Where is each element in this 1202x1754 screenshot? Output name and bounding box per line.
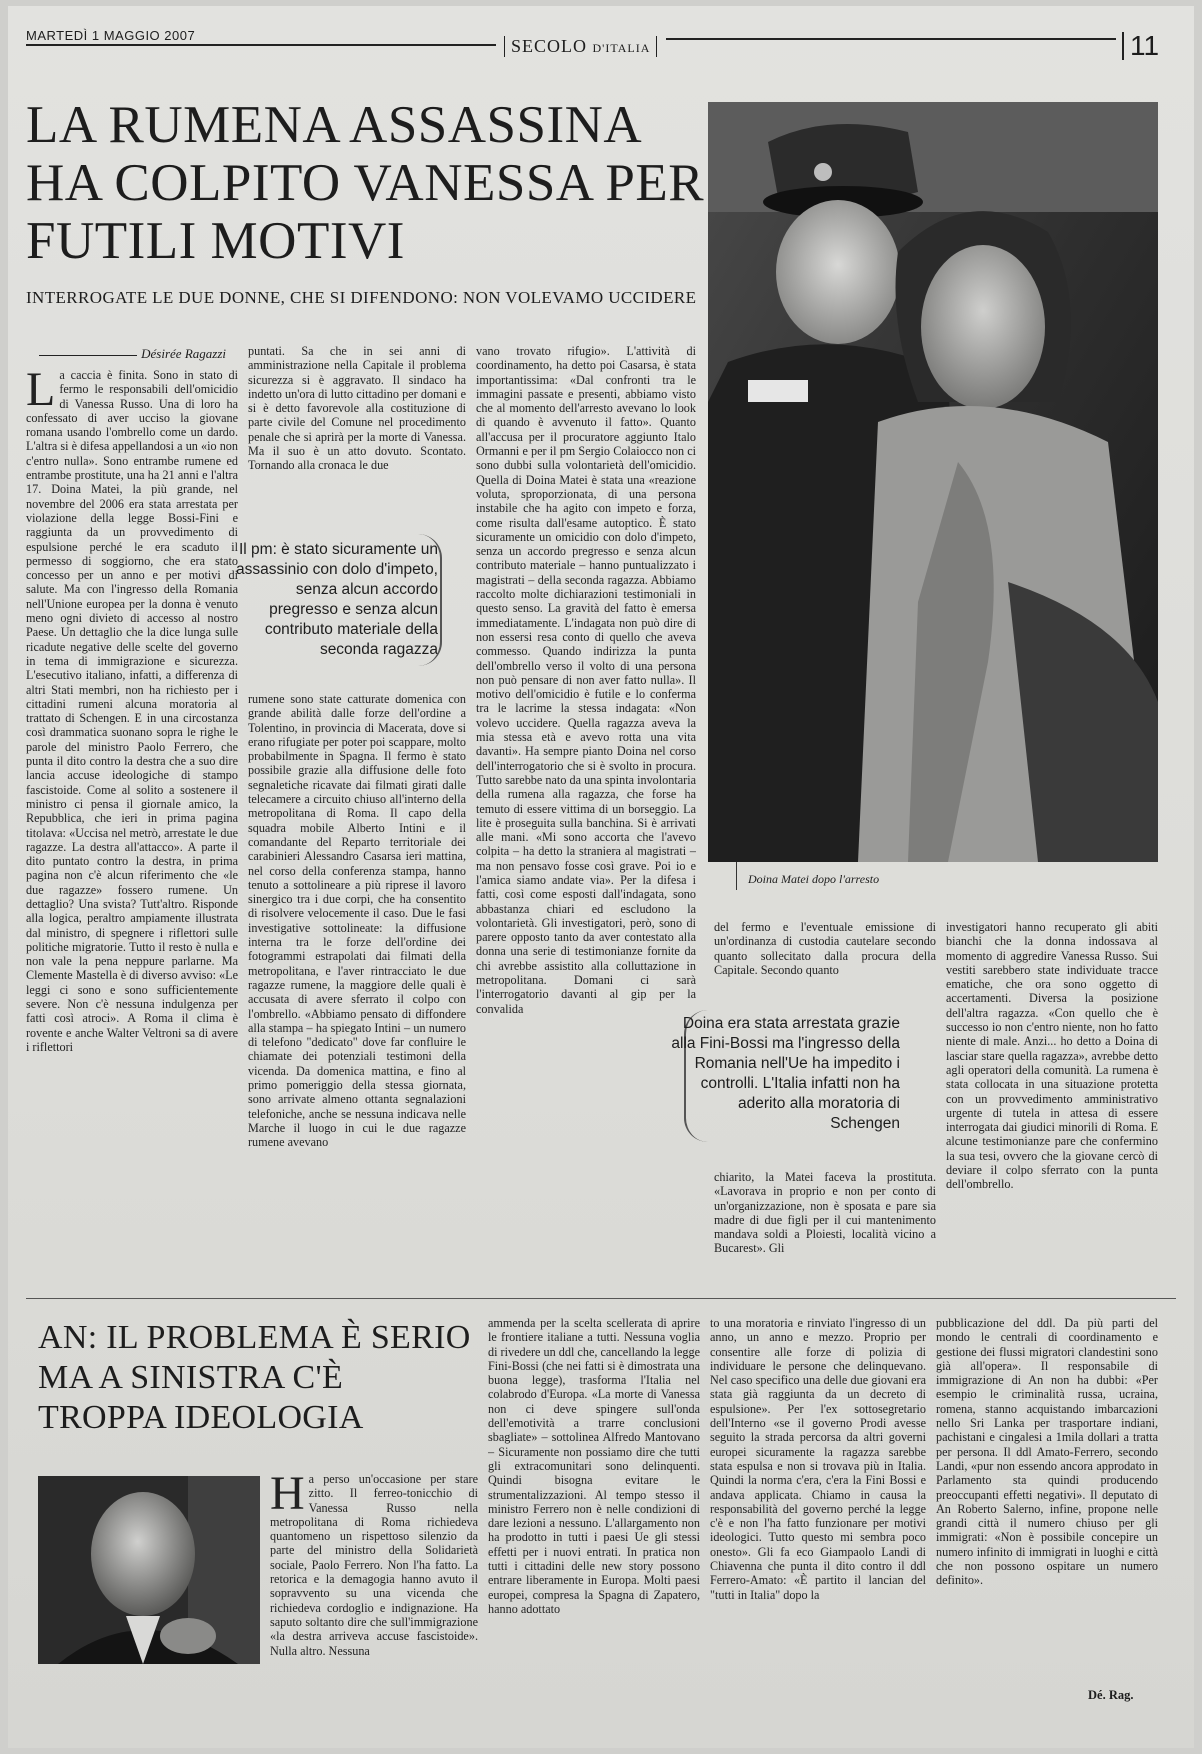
page-number: 11 xyxy=(1122,32,1159,60)
second-article-column-2 xyxy=(488,1316,700,1688)
article-column-1 xyxy=(26,368,238,1248)
arrest-photo xyxy=(708,102,1158,862)
column-text: chiarito, la Matei faceva la prostituta. «Lavorava in proprio e non per conto di un'organizzazione, non è sposata e pare sia madre di due figli per il cui mantenimento mandava soldi a Ploiesti, località vicino a Bucarest». Gli xyxy=(714,1170,936,1256)
drop-cap: H xyxy=(270,1472,305,1520)
paper-name xyxy=(504,36,657,57)
byline xyxy=(26,346,226,362)
column-text: investigatori hanno recuperato gli abiti bianchi che la donna indossava al momento di aggredire Vanessa Russo. Sui vestiti sarebbero state individuate tracce ematiche, che ora sono oggetto di accertamenti. Diversa la posizione dell'altra ragazza. «Con quello che è successo io non c'entro niente, non ho fatto niente di male. Anzi... ho detto a Doina di lasciar stare quella ragazza», avrebbe detto agli operatori della comunità. La rumena è stata collocata in una situazione protetta con un provvedimento amministrativo urgente di tutela in attesa di essere interrogata dai giudici minorili di Roma. E alcune testimonianze pare che confermino la sua tesi, ovvero che la giovane cercò di deviare il colpo sferrato con la punta dell'ombrello. xyxy=(946,920,1158,1192)
column-text: pubblicazione del ddl. Da più parti del mondo le centrali di coordinamento e gestione dei flussi migratori clandestini sono già all'opera». Il responsabile di immigrazione di An non ha dubbi: «Per esempio le criminalità russa, ucraina, romena, stanno acquistando imbarcazioni nello Sri Lanka per trasportare indiani, pachistani e cingalesi a 1mila dollari a tratta per persona. Il ddl Amato-Ferrero, secondo Landi, «pur non essendo ancora approdato in Parlamento sta quindi producendo preoccupanti effetti negativi». Il deputato di An Roberto Salerno, infine, propone nelle grandi città il numero chiuso per gli immigrati: «Non è possibile concepire un numero infinito di immigrati in luoghi e città che non possono ospitare un numero definito». xyxy=(936,1316,1158,1588)
pull-quote-bracket xyxy=(418,534,442,666)
paper-name-main: SECOLO xyxy=(511,36,588,56)
issue-date: MARTEDÌ 1 MAGGIO 2007 xyxy=(26,28,196,43)
pull-quote: Il pm: è stato sicuramente un assassinio con dolo d'impeto, senza alcun accordo pregresso e senza alcun contributo materiale della seconda ragazza xyxy=(236,541,438,658)
author-signature: Dé. Rag. xyxy=(1088,1688,1134,1702)
second-article-column-1 xyxy=(270,1472,478,1672)
column-text: a perso un'occasione per stare zitto. Il ferreo-tonicchio di Vanessa Russo nella metropolitana di Roma richiedeva quantomeno un rispettoso silenzio da parte del ministro della Solidarietà sociale, Paolo Ferrero. Non l'ha fatto. La retorica e la demagogia hanno avuto il sopravvento su una vicenda che richiedeva cordoglio e indignazione. Ha saputo soltanto dire che sull'immigrazione «la destra arriveva accuse fascistoide». Nulla altro. Nessuna xyxy=(270,1472,478,1658)
masthead-rule-left xyxy=(26,44,496,46)
caption-rule xyxy=(736,862,737,890)
byline-author: Désirée Ragazzi xyxy=(141,346,226,361)
column-text: a caccia è finita. Sono in stato di fermo le responsabili dell'omicidio di Vanessa Russo. Una di loro ha confessato di aver ucciso la giovane romana usando l'ombrello come un dardo. L'altra si è difesa appellandosi a un «io non c'entro nulla». Sono entrambe rumene ed entrambe prostitute, una ha 21 anni e l'altra 17. Doina Matei, la più grande, nel novembre del 2006 era stata arrestata per violazione della legge Bossi-Fini e raggiunta da un provvedimento di espulsione perché le era scaduto il permesso di soggiorno, che era stato concesso per un anno e per motivi di salute. Ma con l'ingresso della Romania nell'Unione europea per la donna è venuto meno ogni divieto di accesso al nostro Paese. Un dettaglio che la dice lunga sulle ricadute negative delle scelte del governo in tema di immigrazione e sicurezza. L'esecutivo italiano, infatti, a differenza di altri Stati membri, non ha richiesto per i cittadini rumeni alcuna moratoria al trattato di Schengen. E in una circostanza così drammatica suonano sopra le righe le parole del ministro Paolo Ferrero, che punta il dito contro la destra che a suo dire lancia accuse ideologiche di stampo fascistoide. Come al solito a sostenere il ministro ci pensa il giornale amico, la Repubblica, che ieri in prima pagina titolava: «Uccisa nel metrò, arrestate le due ragazze. La destra all'attacco». A parte il dito puntato contro la destra, in prima pagina non c'è alcun riferimento che «le due ragazze» fossero rumene. Un dettaglio? Una svista? Tutt'altro. Risponde alla logica, peraltro ampiamente illustrata dal ministro, di spegnere i riflettori sulle politiche migratorie. Tutto il resto è nulla e non vale la pena neppure parlarne. Ma Clemente Mastella è di diverso avviso: «Le leggi ci sono e sono sufficientemente severe. Non c'è nessuna indulgenza per fatti così atroci». A Roma il clima è rovente e anche Walter Veltroni sa di avere i riflettori xyxy=(26,368,238,1054)
column-text: puntati. Sa che in sei anni di amministrazione nella Capitale il problema sicurezza si è aggravato. Il sindaco ha indetto un'ora di lutto cittadino per domani e si è detto favorevole alla costituzione di parte civile del Comune nel procedimento penale che si aprirà per la morte di Vanessa. Ma il suo è un atto dovuto. Scontato. Tornando alla cronaca le due xyxy=(248,344,466,473)
column-text: to una moratoria e rinviato l'ingresso di un anno, un anno e mezzo. Proprio per consentire alle forze di polizia di individuare le persone che delinquevano. Nel caso specifico una delle due giovani era stata già raggiunta da un decreto di espulsione». Per l'ex sottosegretario dell'Interno «se il governo Prodi avesse seguito la strada percorsa da altri governi europei sicuramente la ragazza sarebbe stata espulsa e non si trovava più in Italia. Quindi la norma c'era, c'era la Fini Bossi e andava applicata. Chiamo in causa la responsabilità del governo perché la legge c'è e non l'ha fatto funzionare per motivi ideologici. Tutto questo mi sembra poco onesto». Gli fa eco Giampaolo Landi di Chiavenna che punta il dito contro il ddl Ferrero-Amato: «È partito il lancian del "tutti in Italia" dopo la xyxy=(710,1316,926,1602)
second-article-headline: AN: IL PROBLEMA È SERIO MA A SINISTRA C'È TROPPA IDEOLOGIA xyxy=(38,1319,471,1436)
article-headline: LA RUMENA ASSASSINA HA COLPITO VANESSA PER FUTILI MOTIVI xyxy=(26,96,705,270)
article-column-4-top xyxy=(714,920,936,978)
photo-illustration xyxy=(708,102,1158,862)
article-column-5 xyxy=(946,920,1158,1254)
article-divider xyxy=(26,1298,1176,1299)
article-subhead: INTERROGATE LE DUE DONNE, CHE SI DIFENDONO: NON VOLEVAMO UCCIDERE xyxy=(26,288,697,307)
photo-illustration xyxy=(38,1476,260,1664)
masthead-rule-right xyxy=(666,38,1116,40)
article-column-4-bottom xyxy=(714,1170,936,1256)
newspaper-page xyxy=(8,6,1194,1748)
article-column-2-top xyxy=(248,344,466,502)
column-text: del fermo e l'eventuale emissione di un'ordinanza di custodia cautelare secondo quanto sollecitato dalla procura della Capitale. Secondo quanto xyxy=(714,920,936,977)
pull-quote: Doina era stata arrestata grazie alla Fini-Bossi ma l'ingresso della Romania nell'Ue ha impedito i controlli. L'Italia infatti non ha aderito alla moratoria di Schengen xyxy=(671,1015,900,1132)
paper-name-suffix: D'ITALIA xyxy=(592,41,651,55)
column-text: ammenda per la scelta scellerata di aprire le frontiere italiane a tutti. Nessuna voglia di rivedere un ddl che, cancellando la legge Fini-Bossi (che nei fatti si è dimostrata una buona legge), trasforma l'Italia nel colabrodo d'Europa. «La morte di Vanessa non ci deve spingere sull'onda dell'emotività a trarre conclusioni sbagliate» – sottolinea Alfredo Mantovano – Sicuramente non possiamo dire che tutti gli extracomunitari sono delinquenti. Quindi bisogna evitare le strumentalizzazioni. Al tempo stesso il ministro Ferrero non è nelle condizioni di dare lezioni a nessuno. L'allargamento non ha prodotto in tutti i paesi Ue gli stessi effetti per i nuovi entrati. In pratica non tutti i cittadini delle new story possono entrare liberamente in Europa. Molti paesi europei, compresa la Spagna di Zapatero, hanno adottato xyxy=(488,1316,700,1616)
column-text: vano trovato rifugio». L'attività di coordinamento, ha detto poi Casarsa, è stata importantissima: «Dal confronti tra le immagini passate e presenti, abbiamo visto che al momento dell'arresto avevano lo look di quando è avvenuto il fatto». Quanto all'accusa per il procuratore aggiunto Italo Ormanni e per il pm Sergio Colaiocco non ci sono dubbi sulla volontarietà dell'omicidio. Quella di Doina Matei è stata una «reazione voluta, sproporzionata, di una persona instabile che ha agito con impeto e forza, come risulta dall'esame autoptico. È stato sicuramente un omicidio con dolo d'impeto, senza un accordo pregresso e senza alcun contributo materiale – hanno puntualizzato i magistrati – della seconda ragazza. Abbiamo raccolto molte dichiarazioni testimoniali in questo senso. La gravità del fatto è emersa immediatamente. L'indagata non può dire di non essersi resa conto di quello che aveva commesso. Quando indirizza la punta dell'ombrello verso il volto di una persona non può pensare di non aver fatto nulla». Il motivo dell'omicidio è futile e lo conferma tra le lacrime la stessa indagata: «Non volevo uccidere. Quella ragazza aveva la mia stessa età e avevo rotta una vita davanti». Ha sempre pianto Doina nel corso dell'interrogatorio che si è svolto in procura. Tutto sarebbe nato da una spinta involontaria della rumena alla ragazza, che forse ha temuto di essere vittima di un borseggio. La lite è proseguita sulla banchina. Si è arrivati alle mani. «Mi sono accorta che l'avevo colpita – ha detto la straniera al magistrati – ma non pensavo fosse così grave. Poi io e l'amica siamo andate via». Per la difesa i fatti, così come esposti dall'indagata, sono abbastanza chiari ed escludono la volontarietà. Gli investigatori, però, sono di parere opposto tanto da aver contestato alla donna una serie di testimonianze fornite da chi avrebbe assistito alla colluttazione in metropolitana. Domani ci sarà l'interrogatorio davanti al gip per la convalida xyxy=(476,344,696,1016)
article-column-3 xyxy=(476,344,696,1254)
photo-caption: Doina Matei dopo l'arresto xyxy=(748,872,880,886)
second-article-column-3 xyxy=(710,1316,926,1688)
masthead xyxy=(26,28,1176,68)
politician-photo xyxy=(38,1476,260,1664)
second-article-column-4 xyxy=(936,1316,1158,1682)
article-column-2-bottom xyxy=(248,692,466,1252)
drop-cap: L xyxy=(26,368,56,416)
column-text: rumene sono state catturate domenica con grande abilità dalle forze dell'ordine a Tolentino, in provincia di Macerata, dove si erano rifugiate per poter poi scappare, molto probabilmente in Spagna. Il fermo è stato possibile grazie alla diffusione delle foto segnaletiche ricavate dai filmati girati dalle telecamere a circuito chiuso all'interno della metropolitana di Roma. Il capo della squadra mobile Alberto Intini e il comandante del Reparto territoriale dei carabinieri Alessandro Casarsa ieri mattina, nel corso della conferenza stampa, hanno tenuto a sottolineare a più riprese il lavoro sinergico tra i due corpi, che ha consentito di risolvere velocemente il caso. Due le fasi investigative sottolineate: la diffusione interna tra le forze dell'ordine dei fotogrammi estrapolati dai filmati della metropolitana, e l'aver rintracciato le due ragazze rumene, la maggiore delle quali è accusata di avere sferrato il colpo con l'ombrello. «Abbiamo pensato di diffondere alla stampa – ha spiegato Intini – un numero di telefono "dedicato" dove far confluire le chiamate dei potenziali testimoni della vicenda. Da domenica mattina, e fino al primo pomeriggio della stessa giornata, sono arrivate almeno ottanta segnalazioni telefoniche, anche se nessuna indicava nelle Marche il luogo in cui le due ragazze rumene avevano xyxy=(248,692,466,1150)
